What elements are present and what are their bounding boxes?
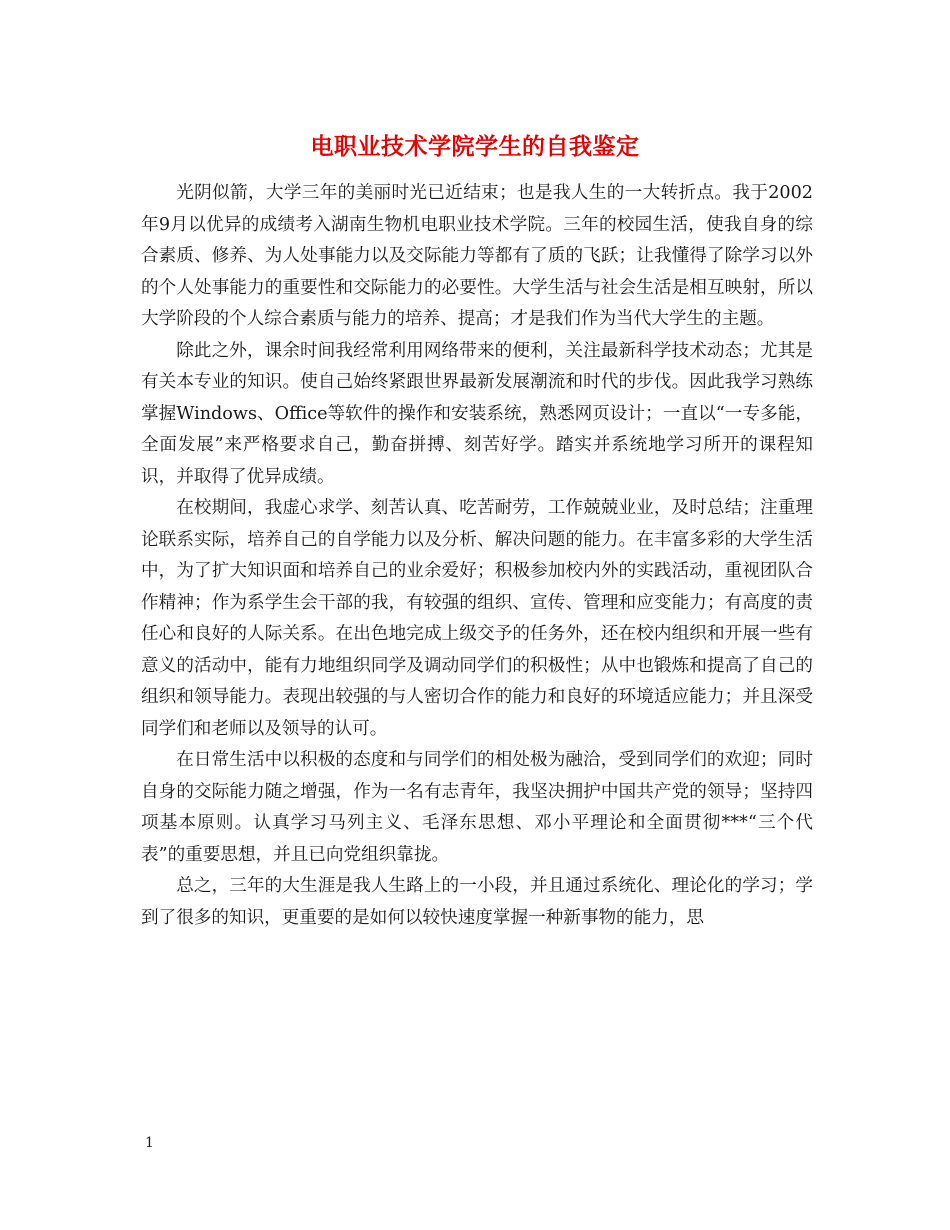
document-body bbox=[141, 178, 813, 934]
paragraph-4: 在日常生活中以积极的态度和与同学们的相处极为融洽，受到同学们的欢迎；同时自身的交际能力随之增强，作为一名有志青年，我坚决拥护中国共产党的领导；坚持四项基本原则。认真学习马列主义、毛泽东思想、邓小平理论和全面贯彻***“三个代表”的重要思想，并且已向党组织靠拢。 bbox=[141, 750, 813, 865]
paragraph-5: 总之，三年的大生涯是我人生路上的一小段，并且通过系统化、理论化的学习；学到了很多的知识，更重要的是如何以较快速度掌握一种新事物的能力，思 bbox=[141, 876, 813, 928]
document-title: 电职业技术学院学生的自我鉴定 bbox=[310, 133, 640, 160]
page-number: 1 bbox=[145, 1135, 154, 1151]
paragraph-3: 在校期间，我虚心求学、刻苦认真、吃苦耐劳，工作兢兢业业，及时总结；注重理论联系实际，培养自己的自学能力以及分析、解决问题的能力。在丰富多彩的大学生活中，为了扩大知识面和培养自己的业余爱好；积极参加校内外的实践活动，重视团队合作精神；作为系学生会干部的我，有较强的组织、宣传、管理和应变能力；有高度的责任心和良好的人际关系。在出色地完成上级交予的任务外，还在校内组织和开展一些有意义的活动中，能有力地组织同学及调动同学们的积极性；从中也锻炼和提高了自己的组织和领导能力。表现出较强的与人密切合作的能力和良好的环境适应能力；并且深受同学们和老师以及领导的认可。 bbox=[141, 498, 813, 739]
paragraph-1: 光阴似箭，大学三年的美丽时光已近结束；也是我人生的一大转折点。我于2002年9月以优异的成绩考入湖南生物机电职业技术学院。三年的校园生活，使我自身的综合素质、修养、为人处事能力以及交际能力等都有了质的飞跃；让我懂得了除学习以外的个人处事能力的重要性和交际能力的必要性。大学生活与社会生活是相互映射，所以大学阶段的个人综合素质与能力的培养、提高；才是我们作为当代大学生的主题。 bbox=[141, 183, 813, 329]
paragraph-2: 除此之外，课余时间我经常利用网络带来的便利，关注最新科学技术动态；尤其是有关本专业的知识。使自己始终紧跟世界最新发展潮流和时代的步伐。因此我学习熟练掌握Windows、Office等软件的操作和安装系统，熟悉网页设计；一直以“一专多能，全面发展”来严格要求自己，勤奋拼搏、刻苦好学。踏实并系统地学习所开的课程知识，并取得了优异成绩。 bbox=[141, 340, 813, 487]
